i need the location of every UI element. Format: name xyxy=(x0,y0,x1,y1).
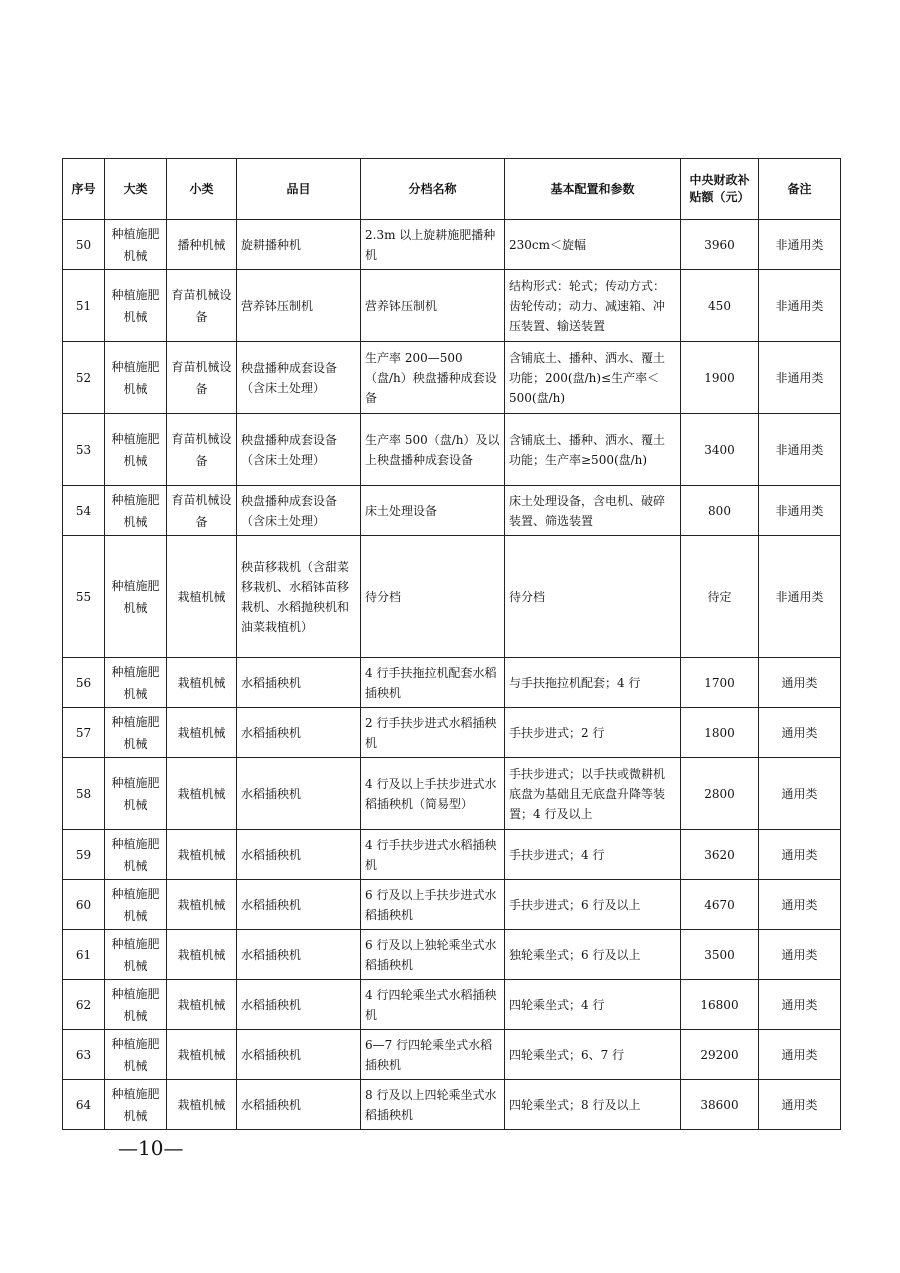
row-subsidy: 450 xyxy=(681,270,759,342)
row-minor-category: 栽植机械 xyxy=(167,980,237,1030)
row-tier-name: 6 行及以上手扶步进式水稻插秧机 xyxy=(361,880,505,930)
table-row xyxy=(63,1080,841,1130)
table-row xyxy=(63,536,841,658)
row-minor-category: 育苗机械设备 xyxy=(167,486,237,536)
row-item: 水稻插秧机 xyxy=(237,930,361,980)
row-seq: 58 xyxy=(63,758,105,830)
row-tier-name: 待分档 xyxy=(361,536,505,658)
row-tier-name: 6—7 行四轮乘坐式水稻插秧机 xyxy=(361,1030,505,1080)
row-minor-category: 栽植机械 xyxy=(167,658,237,708)
row-seq: 51 xyxy=(63,270,105,342)
row-minor-category: 播种机械 xyxy=(167,220,237,270)
row-tier-name: 6 行及以上独轮乘坐式水稻插秧机 xyxy=(361,930,505,980)
table-row xyxy=(63,708,841,758)
row-config: 床土处理设备，含电机、破碎装置、筛选装置 xyxy=(505,486,681,536)
row-note: 通用类 xyxy=(759,830,841,880)
table-row xyxy=(63,1030,841,1080)
row-tier-name: 4 行及以上手扶步进式水稻插秧机（简易型） xyxy=(361,758,505,830)
row-subsidy: 1900 xyxy=(681,342,759,414)
row-seq: 54 xyxy=(63,486,105,536)
row-major-category: 种植施肥机械 xyxy=(105,880,167,930)
row-seq: 53 xyxy=(63,414,105,486)
row-seq: 59 xyxy=(63,830,105,880)
row-item: 水稻插秧机 xyxy=(237,830,361,880)
row-seq: 55 xyxy=(63,536,105,658)
table-row xyxy=(63,342,841,414)
row-config: 含铺底土、播种、洒水、覆土功能；200(盘/h)≤生产率＜500(盘/h) xyxy=(505,342,681,414)
row-seq: 52 xyxy=(63,342,105,414)
row-subsidy: 待定 xyxy=(681,536,759,658)
row-note: 通用类 xyxy=(759,980,841,1030)
row-config: 手扶步进式；以手扶或微耕机底盘为基础且无底盘升降等装置；4 行及以上 xyxy=(505,758,681,830)
row-major-category: 种植施肥机械 xyxy=(105,658,167,708)
row-major-category: 种植施肥机械 xyxy=(105,342,167,414)
row-minor-category: 育苗机械设备 xyxy=(167,342,237,414)
row-major-category: 种植施肥机械 xyxy=(105,270,167,342)
row-note: 通用类 xyxy=(759,930,841,980)
header-tier-name: 分档名称 xyxy=(361,159,505,220)
row-minor-category: 栽植机械 xyxy=(167,758,237,830)
header-minor-category: 小类 xyxy=(167,159,237,220)
row-tier-name: 8 行及以上四轮乘坐式水稻插秧机 xyxy=(361,1080,505,1130)
row-item: 水稻插秧机 xyxy=(237,1080,361,1130)
header-config: 基本配置和参数 xyxy=(505,159,681,220)
row-item: 秧苗移栽机（含甜菜移栽机、水稻钵苗移栽机、水稻抛秧机和油菜栽植机） xyxy=(237,536,361,658)
row-note: 通用类 xyxy=(759,1030,841,1080)
row-item: 水稻插秧机 xyxy=(237,708,361,758)
header-item: 品目 xyxy=(237,159,361,220)
table-row xyxy=(63,930,841,980)
row-config: 手扶步进式；6 行及以上 xyxy=(505,880,681,930)
row-note: 通用类 xyxy=(759,658,841,708)
table-row xyxy=(63,880,841,930)
row-subsidy: 29200 xyxy=(681,1030,759,1080)
row-subsidy: 3620 xyxy=(681,830,759,880)
page-number: —10— xyxy=(118,1136,184,1160)
row-subsidy: 1800 xyxy=(681,708,759,758)
row-major-category: 种植施肥机械 xyxy=(105,536,167,658)
row-config: 独轮乘坐式；6 行及以上 xyxy=(505,930,681,980)
row-major-category: 种植施肥机械 xyxy=(105,980,167,1030)
table-row xyxy=(63,980,841,1030)
row-config: 四轮乘坐式；4 行 xyxy=(505,980,681,1030)
table-header-row xyxy=(63,159,841,220)
row-config: 与手扶拖拉机配套；4 行 xyxy=(505,658,681,708)
row-minor-category: 育苗机械设备 xyxy=(167,270,237,342)
header-note: 备注 xyxy=(759,159,841,220)
row-item: 水稻插秧机 xyxy=(237,658,361,708)
row-seq: 62 xyxy=(63,980,105,1030)
row-note: 通用类 xyxy=(759,708,841,758)
row-item: 水稻插秧机 xyxy=(237,880,361,930)
row-major-category: 种植施肥机械 xyxy=(105,758,167,830)
row-subsidy: 16800 xyxy=(681,980,759,1030)
row-seq: 57 xyxy=(63,708,105,758)
row-note: 通用类 xyxy=(759,880,841,930)
row-config: 四轮乘坐式；6、7 行 xyxy=(505,1030,681,1080)
row-minor-category: 育苗机械设备 xyxy=(167,414,237,486)
row-item: 营养钵压制机 xyxy=(237,270,361,342)
row-note: 通用类 xyxy=(759,758,841,830)
row-note: 非通用类 xyxy=(759,486,841,536)
row-subsidy: 1700 xyxy=(681,658,759,708)
row-minor-category: 栽植机械 xyxy=(167,830,237,880)
row-subsidy: 3500 xyxy=(681,930,759,980)
row-config: 手扶步进式；4 行 xyxy=(505,830,681,880)
header-major-category: 大类 xyxy=(105,159,167,220)
row-major-category: 种植施肥机械 xyxy=(105,486,167,536)
row-minor-category: 栽植机械 xyxy=(167,930,237,980)
row-tier-name: 生产率 200—500（盘/h）秧盘播种成套设备 xyxy=(361,342,505,414)
row-seq: 61 xyxy=(63,930,105,980)
row-minor-category: 栽植机械 xyxy=(167,880,237,930)
row-config: 结构形式：轮式；传动方式：齿轮传动；动力、减速箱、冲压装置、输送装置 xyxy=(505,270,681,342)
row-config: 四轮乘坐式；8 行及以上 xyxy=(505,1080,681,1130)
row-tier-name: 营养钵压制机 xyxy=(361,270,505,342)
table-row xyxy=(63,830,841,880)
row-major-category: 种植施肥机械 xyxy=(105,708,167,758)
table-row xyxy=(63,414,841,486)
row-subsidy: 4670 xyxy=(681,880,759,930)
row-subsidy: 2800 xyxy=(681,758,759,830)
header-subsidy: 中央财政补贴额（元） xyxy=(681,159,759,220)
table-row xyxy=(63,270,841,342)
row-seq: 63 xyxy=(63,1030,105,1080)
row-note: 非通用类 xyxy=(759,270,841,342)
row-tier-name: 4 行手扶步进式水稻插秧机 xyxy=(361,830,505,880)
row-config: 含铺底土、播种、洒水、覆土功能；生产率≥500(盘/h) xyxy=(505,414,681,486)
row-tier-name: 4 行手扶拖拉机配套水稻插秧机 xyxy=(361,658,505,708)
row-seq: 64 xyxy=(63,1080,105,1130)
row-note: 非通用类 xyxy=(759,414,841,486)
row-major-category: 种植施肥机械 xyxy=(105,220,167,270)
row-note: 非通用类 xyxy=(759,536,841,658)
row-tier-name: 2.3m 以上旋耕施肥播种机 xyxy=(361,220,505,270)
row-item: 水稻插秧机 xyxy=(237,1030,361,1080)
row-note: 非通用类 xyxy=(759,220,841,270)
row-subsidy: 38600 xyxy=(681,1080,759,1130)
row-subsidy: 3400 xyxy=(681,414,759,486)
row-minor-category: 栽植机械 xyxy=(167,1030,237,1080)
row-major-category: 种植施肥机械 xyxy=(105,414,167,486)
row-minor-category: 栽植机械 xyxy=(167,536,237,658)
table-row xyxy=(63,758,841,830)
table-row xyxy=(63,486,841,536)
row-major-category: 种植施肥机械 xyxy=(105,1030,167,1080)
row-item: 水稻插秧机 xyxy=(237,758,361,830)
row-config: 手扶步进式；2 行 xyxy=(505,708,681,758)
row-item: 秧盘播种成套设备（含床土处理） xyxy=(237,486,361,536)
row-seq: 50 xyxy=(63,220,105,270)
row-item: 旋耕播种机 xyxy=(237,220,361,270)
row-minor-category: 栽植机械 xyxy=(167,708,237,758)
row-major-category: 种植施肥机械 xyxy=(105,930,167,980)
row-note: 非通用类 xyxy=(759,342,841,414)
table-row xyxy=(63,658,841,708)
row-subsidy: 800 xyxy=(681,486,759,536)
row-tier-name: 生产率 500（盘/h）及以上秧盘播种成套设备 xyxy=(361,414,505,486)
row-config: 230cm＜旋幅 xyxy=(505,220,681,270)
row-tier-name: 4 行四轮乘坐式水稻插秧机 xyxy=(361,980,505,1030)
row-config: 待分档 xyxy=(505,536,681,658)
row-minor-category: 栽植机械 xyxy=(167,1080,237,1130)
row-note: 通用类 xyxy=(759,1080,841,1130)
row-major-category: 种植施肥机械 xyxy=(105,1080,167,1130)
row-tier-name: 2 行手扶步进式水稻插秧机 xyxy=(361,708,505,758)
header-seq: 序号 xyxy=(63,159,105,220)
subsidy-table xyxy=(62,158,841,1130)
row-item: 水稻插秧机 xyxy=(237,980,361,1030)
table-row xyxy=(63,220,841,270)
row-tier-name: 床土处理设备 xyxy=(361,486,505,536)
row-item: 秧盘播种成套设备（含床土处理） xyxy=(237,342,361,414)
row-subsidy: 3960 xyxy=(681,220,759,270)
row-seq: 56 xyxy=(63,658,105,708)
row-item: 秧盘播种成套设备（含床土处理） xyxy=(237,414,361,486)
row-major-category: 种植施肥机械 xyxy=(105,830,167,880)
row-seq: 60 xyxy=(63,880,105,930)
